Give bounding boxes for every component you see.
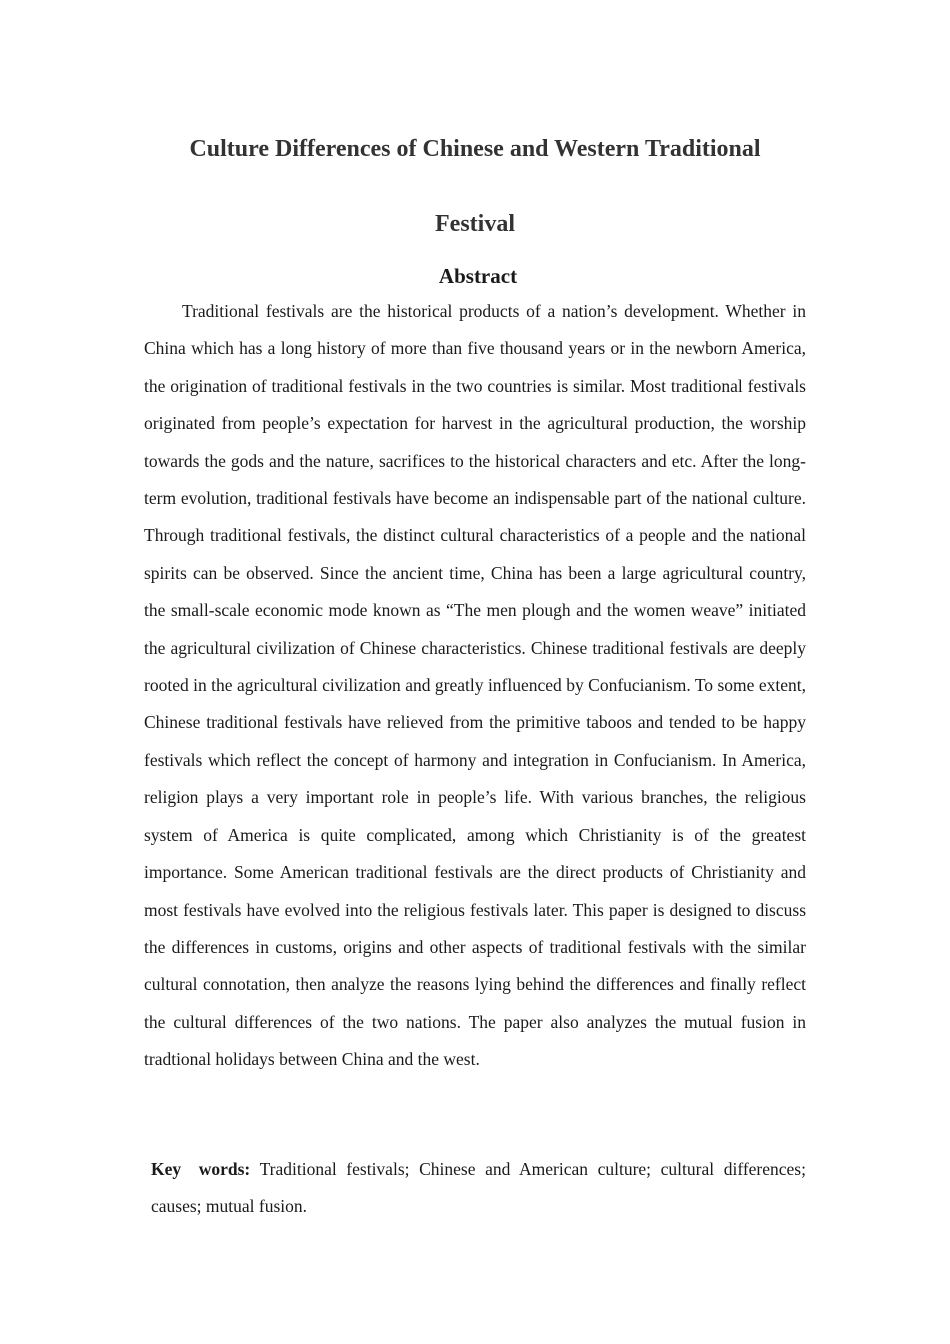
keywords-text: Traditional festivals; Chinese and American culture; cultural differences; causes; mutual fusion. [151, 1159, 806, 1217]
document-title-line-2: Festival [435, 211, 515, 237]
keywords-label: Key words: [151, 1159, 251, 1179]
abstract-paragraph: Traditional festivals are the historical products of a nation’s development. Whether in China which has a long history of more than five thousand years or in the newborn America, the origination of traditional festivals in the two countries is similar. Most traditional festivals originated from people’s expectation for harvest in the agricultural production, the worship towards the gods and the nature, sacrifices to the historical characters and etc. After the long-term evolution, traditional festivals have become an indispensable part of the national culture. Through traditional festivals, the distinct cultural characteristics of a people and the national spirits can be observed. Since the ancient time, China has been a large agricultural country, the small-scale economic mode known as “The men plough and the women weave” initiated the agricultural civilization of Chinese characteristics. Chinese traditional festivals are deeply rooted in the agricultural civilization and greatly influenced by Confucianism. To some extent, Chinese traditional festivals have relieved from the primitive taboos and tended to be happy festivals which reflect the concept of harmony and integration in Confucianism. In America, religion plays a very important role in people’s life. With various branches, the religious system of America is quite complicated, among which Christianity is of the greatest importance. Some American traditional festivals are the direct products of Christianity and most festivals have evolved into the religious festivals later. This paper is designed to discuss the differences in customs, origins and other aspects of traditional festivals with the similar cultural connotation, then analyze the reasons lying behind the differences and finally reflect the cultural differences of the two nations. The paper also analyzes the mutual fusion in tradtional holidays between China and the west. [144, 301, 806, 1070]
abstract-heading: Abstract [438, 264, 518, 288]
keywords-paragraph [151, 1151, 806, 1226]
document-title-line-1: Culture Differences of Chinese and Western Traditional [189, 136, 761, 162]
